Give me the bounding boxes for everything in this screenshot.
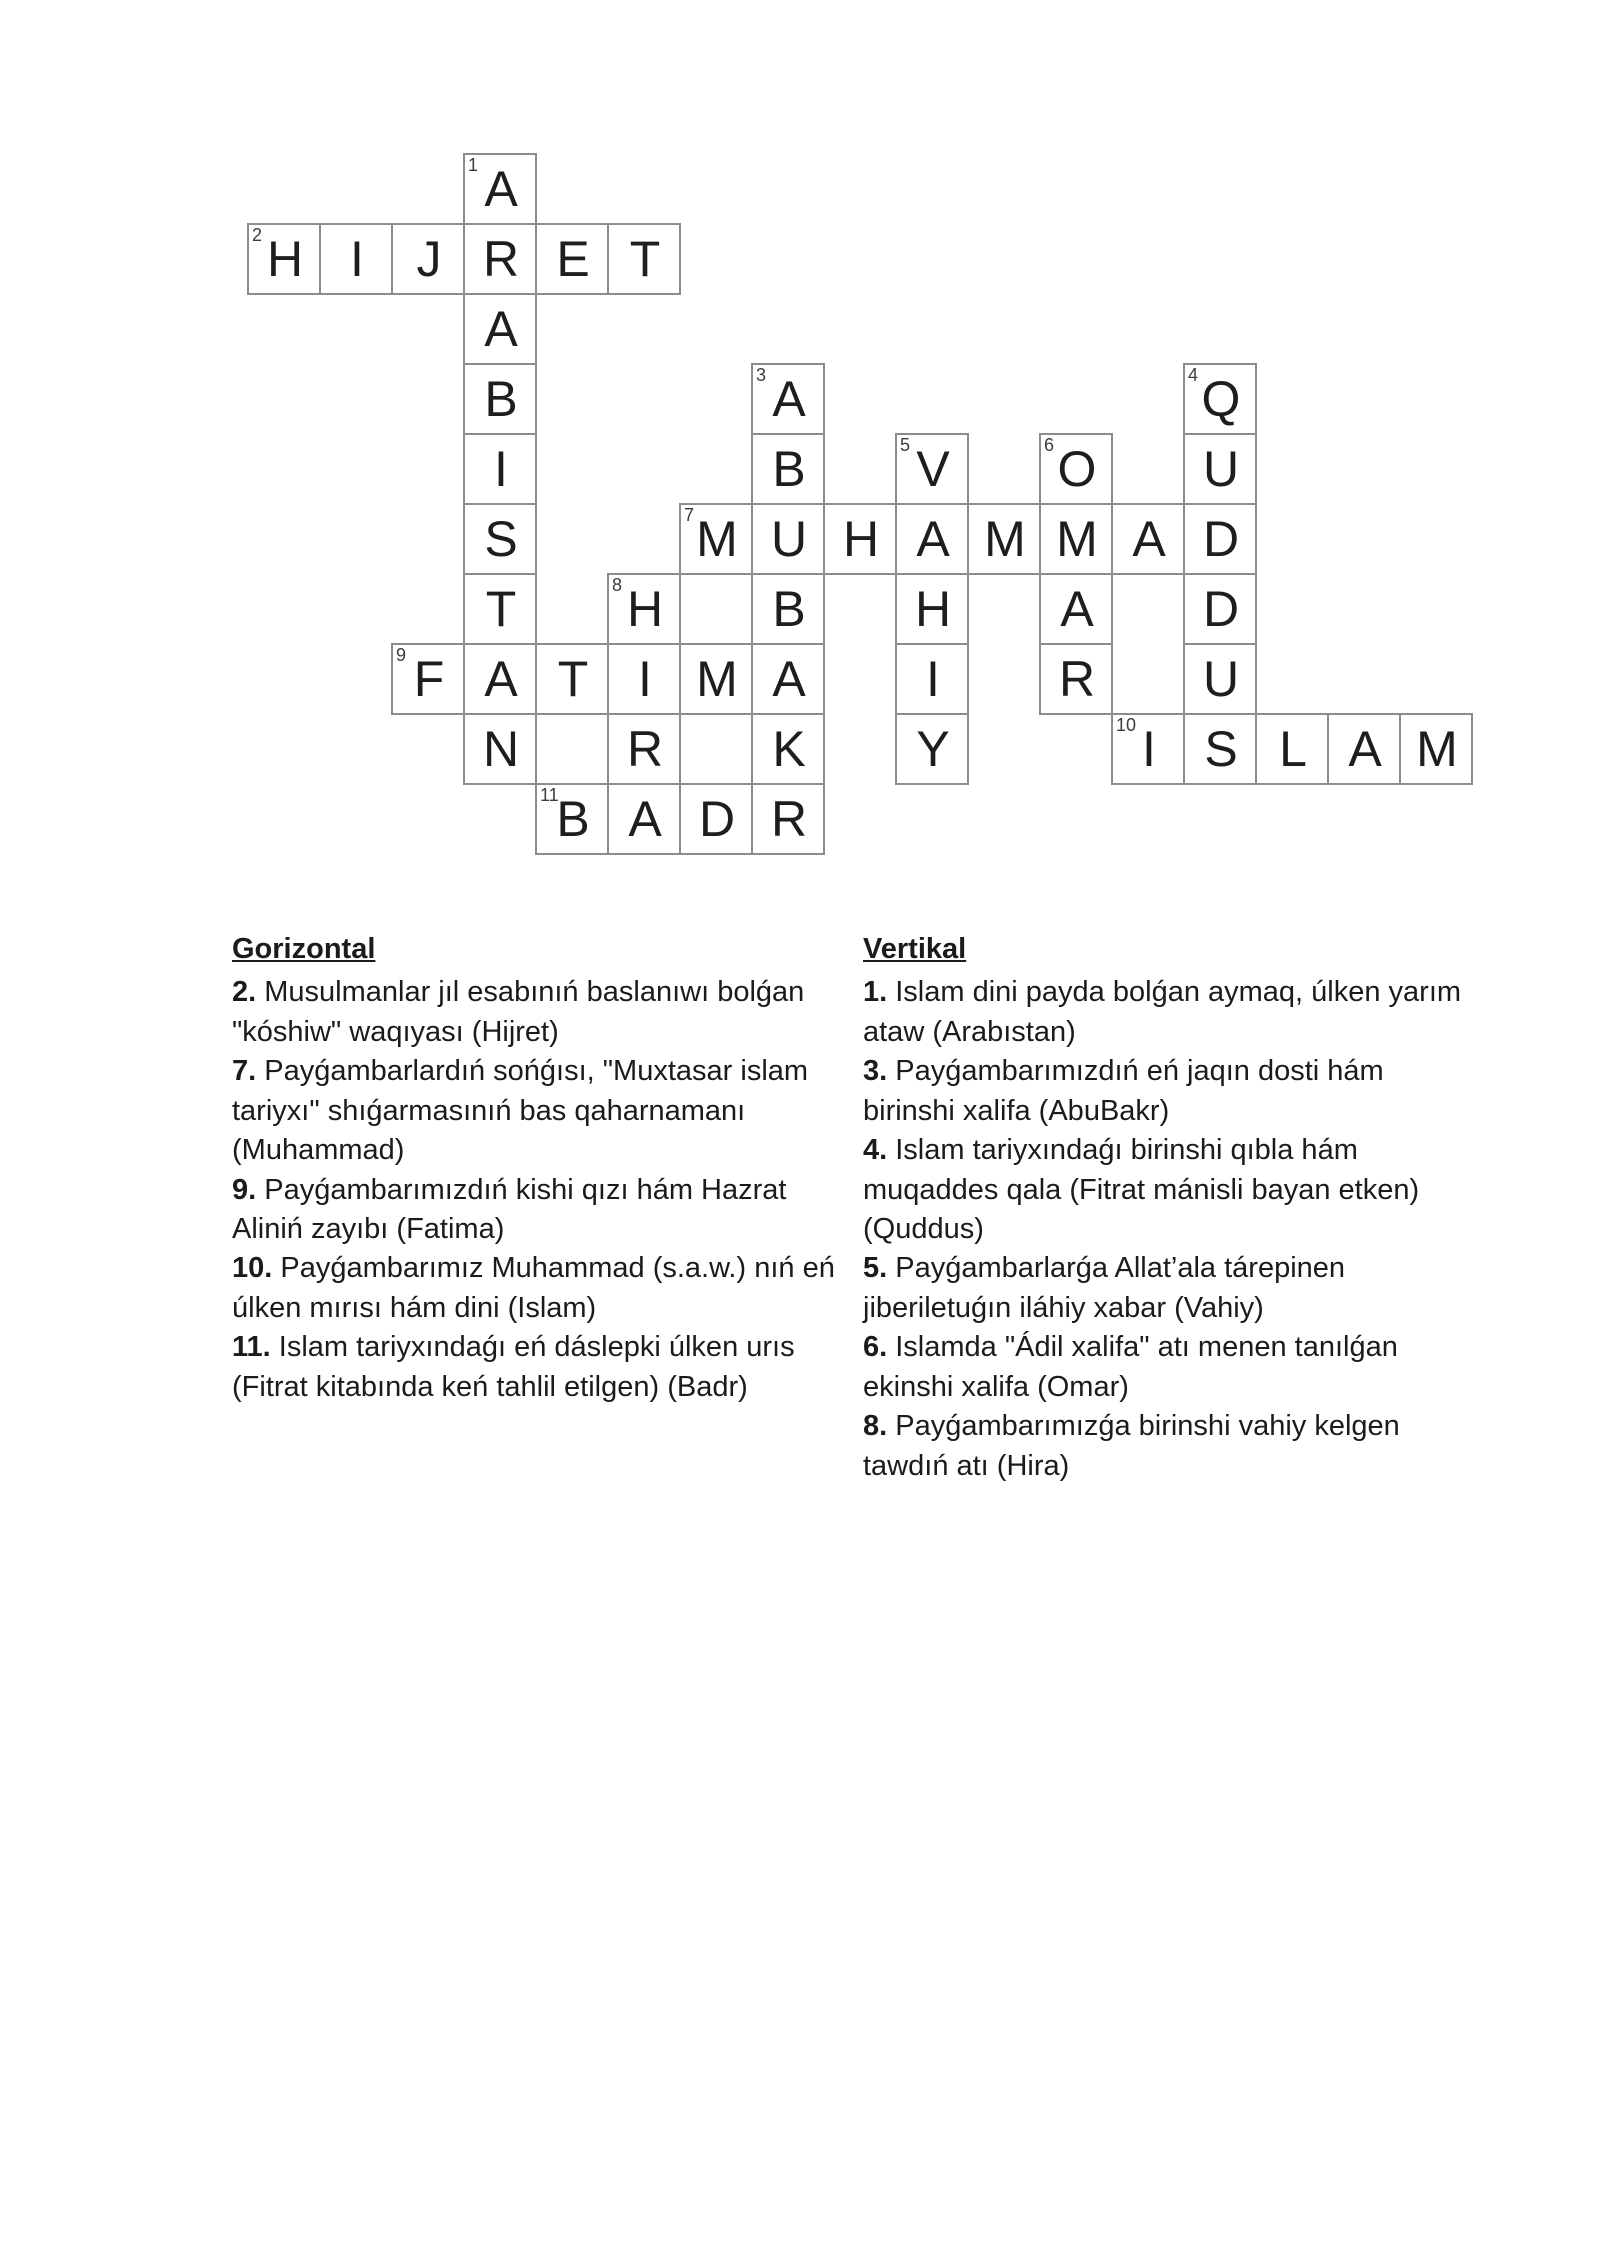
crossword-cell xyxy=(680,644,752,714)
clue-number-label: 7 xyxy=(684,505,695,525)
down-clues xyxy=(863,926,1475,1486)
clue-item xyxy=(232,1171,844,1250)
clue-number-label: 10 xyxy=(1116,715,1137,735)
clue-number: 6. xyxy=(863,1331,888,1364)
crossword-cell xyxy=(1184,434,1256,504)
crossword-cell xyxy=(464,574,536,644)
across-clues xyxy=(232,926,844,1407)
crossword-cell xyxy=(896,644,968,714)
cell-letter: R xyxy=(482,231,520,287)
clue-item xyxy=(863,973,1475,1052)
crossword-cell xyxy=(752,364,824,434)
crossword-cell xyxy=(896,574,968,644)
clue-number: 5. xyxy=(863,1252,888,1285)
crossword-cell xyxy=(536,224,608,294)
cell-letter: A xyxy=(484,161,518,217)
clue-number-label: 4 xyxy=(1188,365,1199,385)
clue-number: 10. xyxy=(232,1252,273,1285)
cell-letter: I xyxy=(494,441,508,497)
crossword-cell xyxy=(536,784,608,854)
cell-letter: T xyxy=(629,231,661,287)
crossword-cell xyxy=(464,644,536,714)
clue-item xyxy=(863,1407,1475,1486)
clue-number: 7. xyxy=(232,1055,257,1088)
clue-number: 11. xyxy=(232,1331,271,1364)
crossword-cell xyxy=(1400,714,1472,784)
cell-letter: H xyxy=(626,581,664,637)
clue-number: 2. xyxy=(232,976,257,1009)
crossword-cell xyxy=(464,224,536,294)
cell-letter: D xyxy=(1202,581,1240,637)
clue-item xyxy=(863,1131,1475,1249)
crossword-cell xyxy=(464,364,536,434)
cell-letter: T xyxy=(485,581,517,637)
cell-letter: I xyxy=(926,651,940,707)
crossword-cell xyxy=(392,224,464,294)
crossword-cell xyxy=(752,574,824,644)
cell-letter: O xyxy=(1057,441,1097,497)
cell-letter: A xyxy=(1060,581,1094,637)
clue-number-label: 8 xyxy=(612,575,623,595)
cell-letter: D xyxy=(1202,511,1240,567)
crossword-cell xyxy=(1184,644,1256,714)
crossword-cell xyxy=(1112,504,1184,574)
cell-letter: A xyxy=(484,651,518,707)
cell-letter: B xyxy=(772,441,806,497)
clue-number-label: 6 xyxy=(1044,435,1055,455)
cell-letter: K xyxy=(772,721,806,777)
cell-letter: D xyxy=(698,791,736,847)
crossword-cell xyxy=(896,504,968,574)
cell-letter: M xyxy=(696,511,738,567)
cell-letter: B xyxy=(484,371,518,427)
crossword-cell xyxy=(824,504,896,574)
cell-letter: U xyxy=(1202,441,1240,497)
down-heading: Vertikal xyxy=(863,933,967,965)
cell-letter: L xyxy=(1279,721,1307,777)
crossword-cell xyxy=(1040,504,1112,574)
cell-letter: F xyxy=(413,651,445,707)
clue-number-label: 9 xyxy=(396,645,407,665)
crossword-cell xyxy=(608,644,680,714)
crossword-cell xyxy=(968,504,1040,574)
clue-text: Islamda "Ádil xalifa" atı menen tanılǵan ekinshi xalifa (Omar) xyxy=(863,1331,1398,1403)
cell-letter: S xyxy=(1204,721,1238,777)
crossword-cell xyxy=(464,154,536,224)
crossword-cell xyxy=(896,434,968,504)
cell-letter: E xyxy=(556,231,590,287)
cell-letter: I xyxy=(350,231,364,287)
cell-letter: A xyxy=(1132,511,1166,567)
cell-letter: A xyxy=(1348,721,1382,777)
clue-text: Musulmanlar jıl esabınıń baslanıwı bolǵan "kóshiw" waqıyası (Hijret) xyxy=(232,976,805,1048)
cell-letter: A xyxy=(772,371,806,427)
clue-number-label: 3 xyxy=(756,365,767,385)
cell-letter: A xyxy=(772,651,806,707)
clue-text: Payǵambarlarǵa Allat’ala tárepinen jiberiletuǵın iláhiy xabar (Vahiy) xyxy=(863,1252,1346,1324)
clue-text: Islam dini payda bolǵan aymaq, úlken yarım ataw (Arabıstan) xyxy=(863,976,1462,1048)
crossword-cell xyxy=(1184,714,1256,784)
crossword-cell xyxy=(1328,714,1400,784)
crossword-cell xyxy=(1040,434,1112,504)
crossword-cell xyxy=(752,504,824,574)
crossword-cell xyxy=(392,644,464,714)
crossword-cell xyxy=(1040,644,1112,714)
cell-letter: Y xyxy=(916,721,950,777)
clue-number: 1. xyxy=(863,976,888,1009)
crossword-cell xyxy=(536,644,608,714)
cell-letter: J xyxy=(416,231,442,287)
cell-letter: U xyxy=(770,511,808,567)
crossword-cell xyxy=(608,714,680,784)
across-heading: Gorizontal xyxy=(232,933,376,965)
cell-letter: T xyxy=(557,651,589,707)
clue-text: Payǵambarımızdıń eń jaqın dosti hám birinshi xalifa (AbuBakr) xyxy=(863,1055,1384,1127)
clue-item xyxy=(863,1328,1475,1407)
cell-letter: B xyxy=(556,791,590,847)
cell-letter: M xyxy=(1056,511,1098,567)
crossword-cell xyxy=(896,714,968,784)
crossword-cell xyxy=(752,714,824,784)
crossword-cell xyxy=(752,784,824,854)
crossword-cell xyxy=(1040,574,1112,644)
crossword-cell xyxy=(608,784,680,854)
crossword-cell xyxy=(1256,714,1328,784)
crossword-cell xyxy=(464,504,536,574)
crossword-cell xyxy=(320,224,392,294)
clue-item xyxy=(232,1328,844,1407)
crossword-cell xyxy=(464,434,536,504)
crossword-cell xyxy=(608,224,680,294)
crossword-cell xyxy=(464,714,536,784)
crossword-cell xyxy=(464,294,536,364)
cell-letter: A xyxy=(628,791,662,847)
clue-number: 9. xyxy=(232,1173,257,1206)
crossword-cell xyxy=(752,644,824,714)
cell-letter: R xyxy=(1058,651,1096,707)
cell-letter: U xyxy=(1202,651,1240,707)
clue-number: 4. xyxy=(863,1134,888,1167)
cell-letter: N xyxy=(482,721,520,777)
cell-letter: M xyxy=(984,511,1026,567)
cell-letter: Q xyxy=(1201,371,1241,427)
crossword-cell xyxy=(1184,364,1256,434)
cell-letter: H xyxy=(914,581,952,637)
clue-item xyxy=(863,1249,1475,1328)
clue-text: Islam tariyxındaǵı eń dáslepki úlken urıs (Fitrat kitabında keń tahlil etilgen) (Badr) xyxy=(232,1331,795,1403)
clue-number-label: 1 xyxy=(468,155,479,175)
clue-text: Payǵambarımızdıń kishi qızı hám Hazrat Aliniń zayıbı (Fatima) xyxy=(232,1173,787,1246)
crossword-cell xyxy=(248,224,320,294)
clue-text: Islam tariyxındaǵı birinshi qıbla hám muqaddes qala (Fitrat mánisli bayan etken) (Quddus) xyxy=(863,1134,1420,1246)
clue-item xyxy=(863,1052,1475,1131)
cell-letter: M xyxy=(696,651,738,707)
clue-text: Payǵambarlardıń sońǵısı, "Muxtasar islam tariyxı" shıǵarmasınıń bas qaharnamanı (Muhammad) xyxy=(232,1055,809,1167)
crossword-cell xyxy=(680,784,752,854)
cell-letter: H xyxy=(842,511,880,567)
clue-text: Payǵambarımızǵa birinshi vahiy kelgen tawdıń atı (Hira) xyxy=(863,1410,1400,1482)
clue-number: 8. xyxy=(863,1410,888,1443)
clue-item xyxy=(232,1052,844,1170)
crossword-cell xyxy=(1184,574,1256,644)
clue-item xyxy=(232,973,844,1052)
cell-letter: R xyxy=(770,791,808,847)
clue-number-label: 11 xyxy=(540,785,559,805)
crossword-cell xyxy=(1112,714,1184,784)
cell-letter: I xyxy=(638,651,652,707)
cell-letter: V xyxy=(916,441,950,497)
clue-number-label: 5 xyxy=(900,435,911,455)
cell-letter: R xyxy=(626,721,664,777)
crossword-cell xyxy=(680,504,752,574)
cell-letter: I xyxy=(1142,721,1156,777)
crossword-grid xyxy=(248,154,1472,854)
clue-number: 3. xyxy=(863,1055,888,1088)
cell-letter: B xyxy=(772,581,806,637)
cell-letter: H xyxy=(266,231,304,287)
clue-text: Payǵambarımız Muhammad (s.a.w.) nıń eń úlken mırısı hám dini (Islam) xyxy=(232,1252,835,1324)
cell-letter: M xyxy=(1416,721,1458,777)
crossword-cell xyxy=(752,434,824,504)
crossword-cell xyxy=(608,574,680,644)
cell-letter: A xyxy=(916,511,950,567)
cell-letter: S xyxy=(484,511,518,567)
cell-letter: A xyxy=(484,301,518,357)
clue-number-label: 2 xyxy=(252,225,263,245)
crossword-cell xyxy=(1184,504,1256,574)
clue-item xyxy=(232,1249,844,1328)
